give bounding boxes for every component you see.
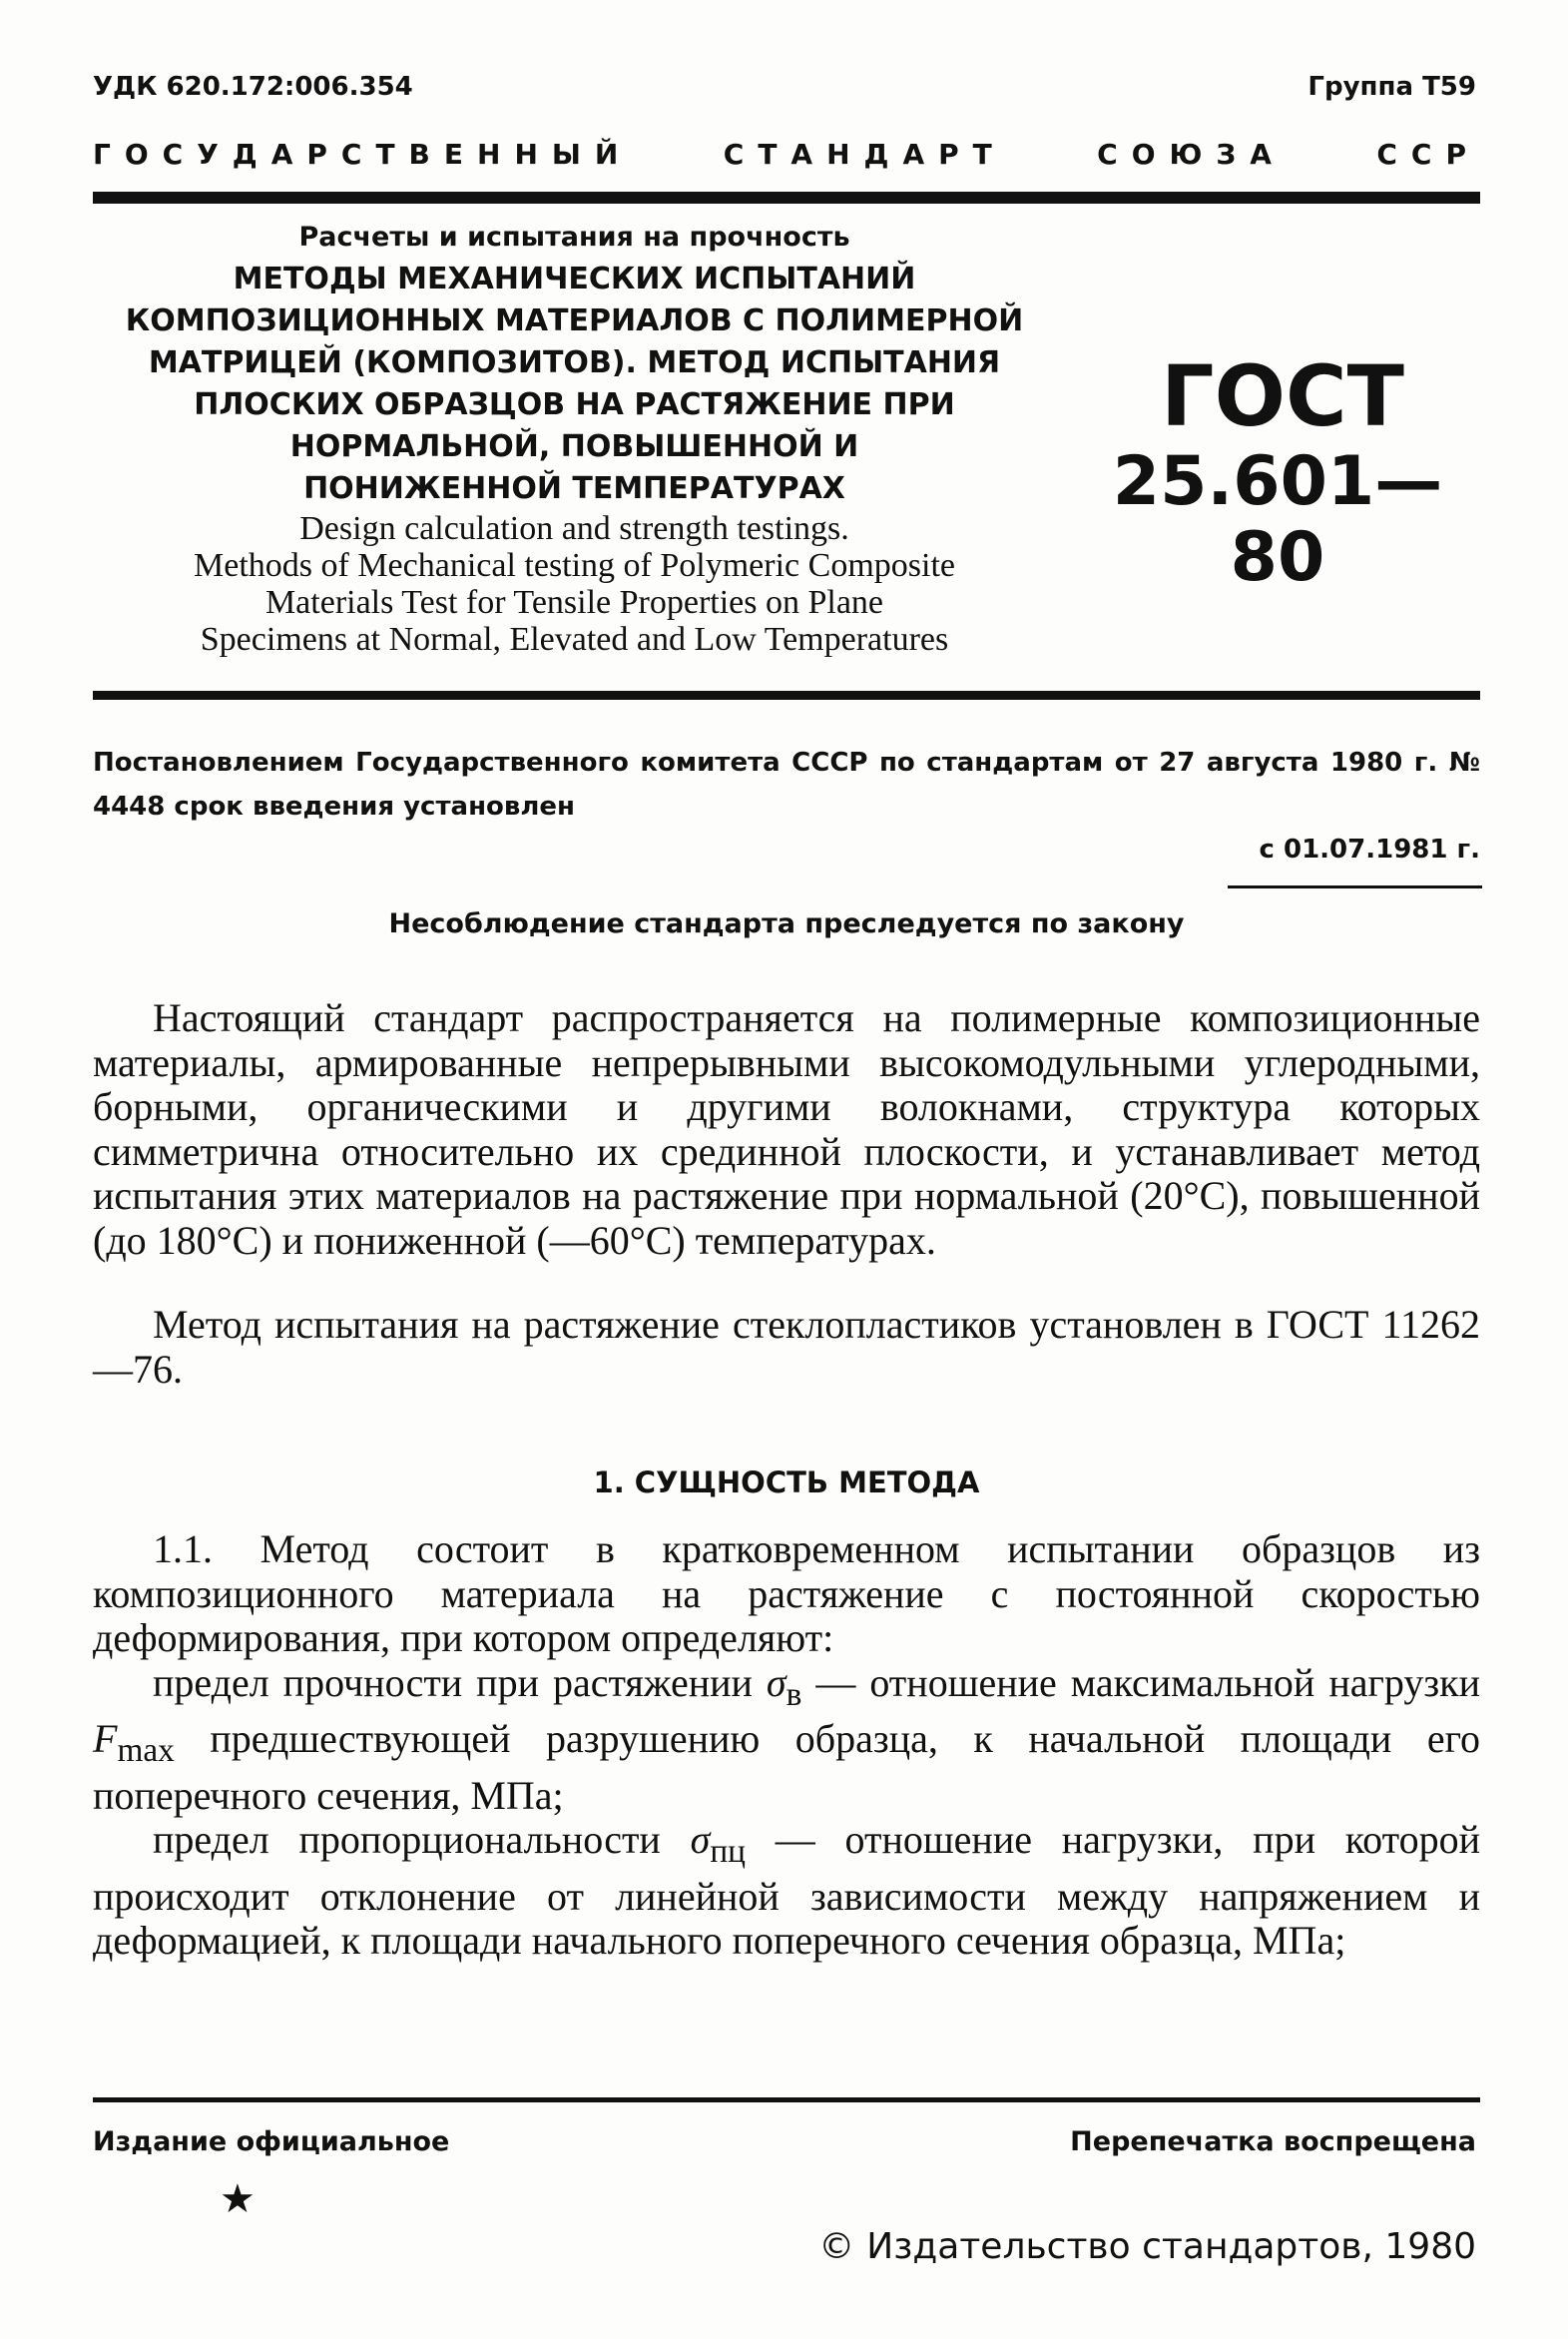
text: — отношение максимальной нагрузки bbox=[801, 1659, 1480, 1705]
udk-code: УДК 620.172:006.354 bbox=[93, 72, 413, 102]
sigma-subscript: в bbox=[785, 1675, 802, 1713]
english-title-line: Materials Test for Tensile Properties on Plane bbox=[264, 584, 884, 621]
intro-text: Настоящий стандарт распространяется на полимерные композиционные материалы, армированные непрерывными высокомодульными углеродными, борными, органическими и другими волокнами, структура которых симметрична относительно их срединной плоскости, и устанавливает метод испытания этих материалов на растяжение при нормальной (20°С), повышенной (до 180°С) и пониженной (—60°С) температурах. bbox=[93, 995, 1480, 1263]
decree-text: Постановлением Государственного комитета СССР по стандартам от 27 августа 1980 г. № 4448 срок введения установлен bbox=[93, 748, 1480, 822]
reprint-prohibited-label: Перепечатка воспрещена bbox=[1070, 2126, 1476, 2157]
text: — отношение нагрузки, при которой происходит отклонение от линейной зависимости между напряжением и деформацией, к площади начального поперечного сечения образца, МПа; bbox=[93, 1817, 1480, 1963]
text: предел пропорциональности bbox=[153, 1817, 691, 1862]
text: предшествующей разрушению образца, к начальной площади его поперечного сечения, МПа; bbox=[93, 1716, 1480, 1818]
date-underline bbox=[1228, 885, 1482, 888]
group-code: Группа Т59 bbox=[1307, 72, 1476, 102]
top-rule bbox=[93, 192, 1480, 204]
copyright-icon: © bbox=[818, 2226, 855, 2267]
title-line: МАТРИЦЕЙ (КОМПОЗИТОВ). МЕТОД ИСПЫТАНИЯ bbox=[148, 345, 1001, 380]
sigma-symbol: σ bbox=[766, 1659, 786, 1705]
method-description: 1.1. Метод состоит в кратковременном испытании образцов из композиционного материала на растяжение с постоянной скоростью деформирования, при котором определяют: bbox=[93, 1526, 1480, 1660]
force-symbol: F bbox=[93, 1716, 118, 1761]
publisher-line bbox=[818, 2226, 1476, 2267]
title-english bbox=[93, 510, 1056, 658]
title-line: ПЛОСКИХ ОБРАЗЦОВ НА РАСТЯЖЕНИЕ ПРИ bbox=[194, 387, 955, 422]
english-title-line: Design calculation and strength testings. bbox=[299, 510, 849, 547]
intro-reference bbox=[93, 1303, 1480, 1392]
title-line: КОМПОЗИЦИОННЫХ МАТЕРИАЛОВ С ПОЛИМЕРНОЙ bbox=[125, 303, 1024, 338]
state-standard-word: ГОСУДАРСТВЕННЫЙ bbox=[93, 138, 633, 171]
title-line: МЕТОДЫ МЕХАНИЧЕСКИХ ИСПЫТАНИЙ bbox=[233, 262, 916, 296]
title-line: ПОНИЖЕННОЙ ТЕМПЕРАТУРАХ bbox=[303, 471, 845, 506]
state-standard-word: ССР bbox=[1376, 138, 1480, 171]
state-standard-word: СОЮЗА bbox=[1097, 138, 1286, 171]
sigma-symbol: σ bbox=[690, 1817, 711, 1862]
section-body bbox=[93, 1527, 1480, 1964]
title-russian bbox=[93, 259, 1056, 510]
section-heading: 1. СУЩНОСТЬ МЕТОДА bbox=[593, 1465, 980, 1499]
intro-reference-text: Метод испытания на растяжение стеклопластиков установлен в ГОСТ 11262—76. bbox=[93, 1302, 1480, 1392]
text: предел прочности при растяжении bbox=[153, 1659, 767, 1705]
proportional-limit-definition bbox=[93, 1818, 1480, 1964]
intro-paragraph bbox=[93, 996, 1480, 1263]
state-standard-word: СТАНДАРТ bbox=[723, 138, 1006, 171]
section-rule bbox=[93, 691, 1480, 700]
publisher-text: Издательство стандартов, 1980 bbox=[866, 2226, 1476, 2267]
legal-notice: Несоблюдение стандарта преследуется по закону bbox=[388, 908, 1185, 939]
gost-label: ГОСТ bbox=[1161, 347, 1404, 445]
title-block bbox=[93, 222, 1056, 658]
english-title-line: Methods of Mechanical testing of Polymeric Composite bbox=[194, 547, 955, 584]
state-standard-heading bbox=[93, 138, 1480, 171]
force-subscript: max bbox=[117, 1732, 175, 1769]
star-icon: ★ bbox=[220, 2176, 256, 2222]
official-edition-label: Издание официальное bbox=[93, 2126, 450, 2157]
english-title-line: Specimens at Normal, Elevated and Low Temperatures bbox=[200, 621, 949, 658]
tensile-strength-definition bbox=[93, 1661, 1480, 1819]
gost-number: 25.601—80 bbox=[1112, 442, 1443, 597]
title-line: НОРМАЛЬНОЙ, ПОВЫШЕННОЙ И bbox=[289, 429, 859, 464]
sigma-subscript: пц bbox=[710, 1833, 746, 1870]
title-category: Расчеты и испытания на прочность bbox=[298, 222, 850, 253]
footer-rule bbox=[93, 2097, 1480, 2102]
effective-date: с 01.07.1981 г. bbox=[1259, 835, 1480, 865]
